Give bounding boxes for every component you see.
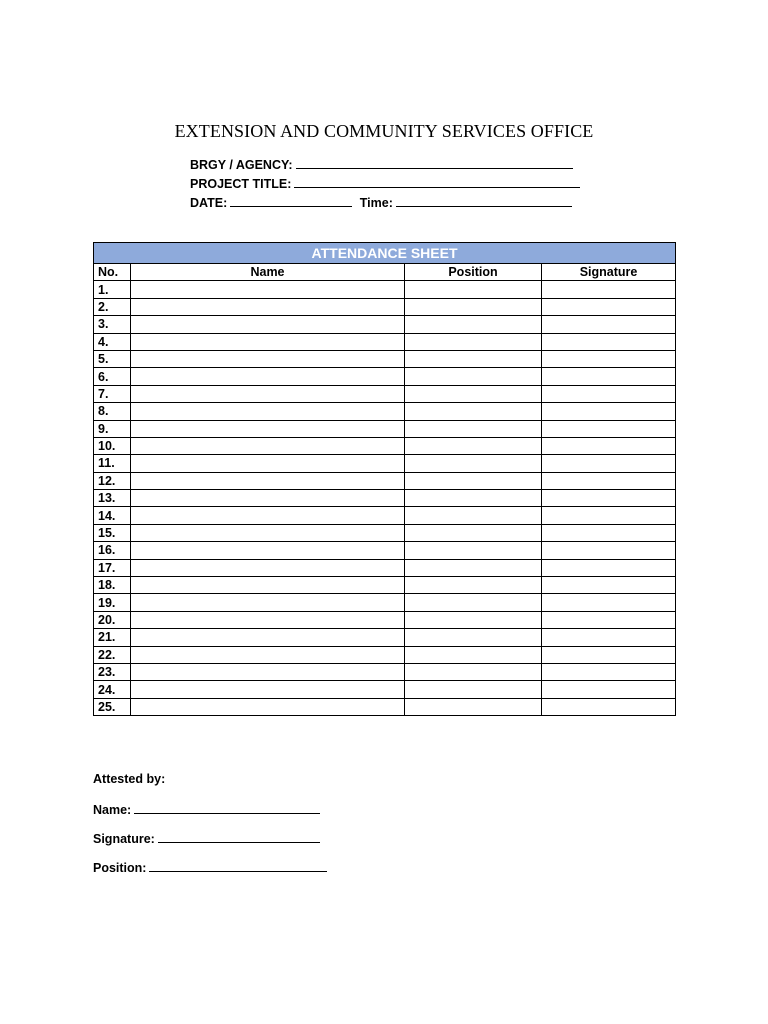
project-title-label: PROJECT TITLE:: [190, 177, 292, 191]
time-label: Time:: [359, 196, 393, 210]
row-number: 3.: [94, 316, 131, 333]
table-row: [94, 316, 676, 333]
date-blank[interactable]: [230, 194, 352, 207]
attested-position-blank[interactable]: [149, 859, 327, 872]
column-header-row: [94, 264, 676, 281]
row-position-cell[interactable]: [405, 403, 542, 420]
table-row: [94, 368, 676, 385]
table-row: [94, 420, 676, 437]
row-name-cell[interactable]: [131, 490, 405, 507]
row-number: 16.: [94, 542, 131, 559]
row-number: 6.: [94, 368, 131, 385]
row-name-cell[interactable]: [131, 420, 405, 437]
attested-position-field: [93, 859, 327, 875]
table-row: [94, 542, 676, 559]
row-signature-cell[interactable]: [542, 350, 676, 367]
row-position-cell[interactable]: [405, 594, 542, 611]
row-signature-cell[interactable]: [542, 333, 676, 350]
row-signature-cell[interactable]: [542, 298, 676, 315]
row-name-cell[interactable]: [131, 681, 405, 698]
row-position-cell[interactable]: [405, 472, 542, 489]
row-position-cell[interactable]: [405, 281, 542, 298]
row-position-cell[interactable]: [405, 455, 542, 472]
table-row: [94, 437, 676, 454]
table-row: [94, 403, 676, 420]
row-name-cell[interactable]: [131, 524, 405, 541]
row-number: 9.: [94, 420, 131, 437]
row-number: 2.: [94, 298, 131, 315]
attendance-rows: [94, 281, 676, 716]
row-number: 25.: [94, 698, 131, 715]
row-position-cell[interactable]: [405, 611, 542, 628]
row-position-cell[interactable]: [405, 490, 542, 507]
row-number: 8.: [94, 403, 131, 420]
row-signature-cell[interactable]: [542, 507, 676, 524]
attendance-heading-row: [94, 243, 676, 264]
row-number: 22.: [94, 646, 131, 663]
row-position-cell[interactable]: [405, 646, 542, 663]
row-number: 13.: [94, 490, 131, 507]
row-number: 23.: [94, 663, 131, 680]
row-name-cell[interactable]: [131, 663, 405, 680]
row-position-cell[interactable]: [405, 577, 542, 594]
project-title-field: [190, 175, 580, 191]
table-row: [94, 490, 676, 507]
row-signature-cell[interactable]: [542, 629, 676, 646]
row-signature-cell[interactable]: [542, 403, 676, 420]
row-position-cell[interactable]: [405, 524, 542, 541]
row-number: 18.: [94, 577, 131, 594]
row-signature-cell[interactable]: [542, 281, 676, 298]
row-name-cell[interactable]: [131, 298, 405, 315]
table-row: [94, 524, 676, 541]
column-header-position: Position: [405, 264, 542, 281]
row-name-cell[interactable]: [131, 542, 405, 559]
table-row: [94, 698, 676, 715]
row-number: 11.: [94, 455, 131, 472]
table-row: [94, 681, 676, 698]
row-name-cell[interactable]: [131, 455, 405, 472]
table-row: [94, 281, 676, 298]
row-signature-cell[interactable]: [542, 698, 676, 715]
table-row: [94, 646, 676, 663]
table-row: [94, 472, 676, 489]
row-number: 1.: [94, 281, 131, 298]
row-position-cell[interactable]: [405, 437, 542, 454]
row-name-cell[interactable]: [131, 368, 405, 385]
row-signature-cell[interactable]: [542, 594, 676, 611]
row-position-cell[interactable]: [405, 698, 542, 715]
date-label: DATE:: [190, 196, 228, 210]
row-signature-cell[interactable]: [542, 472, 676, 489]
row-signature-cell[interactable]: [542, 559, 676, 576]
row-signature-cell[interactable]: [542, 368, 676, 385]
row-number: 17.: [94, 559, 131, 576]
row-name-cell[interactable]: [131, 629, 405, 646]
table-row: [94, 594, 676, 611]
row-position-cell[interactable]: [405, 507, 542, 524]
table-row: [94, 298, 676, 315]
row-name-cell[interactable]: [131, 403, 405, 420]
row-name-cell[interactable]: [131, 611, 405, 628]
row-name-cell[interactable]: [131, 507, 405, 524]
column-header-name: Name: [131, 264, 405, 281]
row-signature-cell[interactable]: [542, 385, 676, 402]
attested-name-blank[interactable]: [134, 801, 320, 814]
row-position-cell[interactable]: [405, 559, 542, 576]
row-number: 24.: [94, 681, 131, 698]
row-number: 12.: [94, 472, 131, 489]
row-name-cell[interactable]: [131, 577, 405, 594]
row-name-cell[interactable]: [131, 281, 405, 298]
date-time-field: [190, 194, 572, 210]
row-position-cell[interactable]: [405, 350, 542, 367]
row-name-cell[interactable]: [131, 472, 405, 489]
row-number: 5.: [94, 350, 131, 367]
table-row: [94, 507, 676, 524]
row-position-cell[interactable]: [405, 298, 542, 315]
row-signature-cell[interactable]: [542, 577, 676, 594]
row-signature-cell[interactable]: [542, 663, 676, 680]
row-number: 19.: [94, 594, 131, 611]
row-position-cell[interactable]: [405, 420, 542, 437]
row-name-cell[interactable]: [131, 594, 405, 611]
time-blank[interactable]: [396, 194, 572, 207]
row-number: 21.: [94, 629, 131, 646]
row-position-cell[interactable]: [405, 385, 542, 402]
row-number: 4.: [94, 333, 131, 350]
attested-signature-blank[interactable]: [158, 830, 320, 843]
row-signature-cell[interactable]: [542, 455, 676, 472]
attested-name-field: [93, 801, 320, 817]
table-row: [94, 350, 676, 367]
column-header-signature: Signature: [542, 264, 676, 281]
row-signature-cell[interactable]: [542, 542, 676, 559]
row-number: 10.: [94, 437, 131, 454]
row-position-cell[interactable]: [405, 681, 542, 698]
row-name-cell[interactable]: [131, 316, 405, 333]
row-name-cell[interactable]: [131, 559, 405, 576]
table-row: [94, 629, 676, 646]
row-name-cell[interactable]: [131, 350, 405, 367]
row-signature-cell[interactable]: [542, 681, 676, 698]
column-header-no: No.: [94, 264, 131, 281]
row-name-cell[interactable]: [131, 646, 405, 663]
brgy-agency-label: BRGY / AGENCY:: [190, 158, 293, 172]
row-signature-cell[interactable]: [542, 490, 676, 507]
attested-signature-field: [93, 830, 320, 846]
row-signature-cell[interactable]: [542, 420, 676, 437]
row-number: 20.: [94, 611, 131, 628]
row-position-cell[interactable]: [405, 333, 542, 350]
row-signature-cell[interactable]: [542, 524, 676, 541]
row-signature-cell[interactable]: [542, 316, 676, 333]
document-title: EXTENSION AND COMMUNITY SERVICES OFFICE: [174, 121, 594, 141]
row-position-cell[interactable]: [405, 663, 542, 680]
table-row: [94, 333, 676, 350]
attested-name-label: Name:: [93, 803, 132, 817]
row-number: 14.: [94, 507, 131, 524]
row-number: 7.: [94, 385, 131, 402]
attested-by-label: Attested by:: [93, 772, 166, 786]
row-name-cell[interactable]: [131, 698, 405, 715]
row-position-cell[interactable]: [405, 316, 542, 333]
table-row: [94, 385, 676, 402]
row-name-cell[interactable]: [131, 385, 405, 402]
row-position-cell[interactable]: [405, 542, 542, 559]
attested-signature-label: Signature:: [93, 832, 155, 846]
table-row: [94, 663, 676, 680]
table-row: [94, 559, 676, 576]
row-name-cell[interactable]: [131, 333, 405, 350]
attested-position-label: Position:: [93, 861, 147, 875]
attendance-table: [93, 242, 676, 716]
table-row: [94, 577, 676, 594]
attendance-heading: ATTENDANCE SHEET: [94, 243, 676, 264]
row-number: 15.: [94, 524, 131, 541]
brgy-agency-field: [190, 156, 573, 172]
row-signature-cell[interactable]: [542, 646, 676, 663]
row-name-cell[interactable]: [131, 437, 405, 454]
row-signature-cell[interactable]: [542, 611, 676, 628]
row-signature-cell[interactable]: [542, 437, 676, 454]
table-row: [94, 611, 676, 628]
row-position-cell[interactable]: [405, 368, 542, 385]
brgy-agency-blank[interactable]: [296, 156, 573, 169]
project-title-blank[interactable]: [294, 175, 580, 188]
table-row: [94, 455, 676, 472]
row-position-cell[interactable]: [405, 629, 542, 646]
